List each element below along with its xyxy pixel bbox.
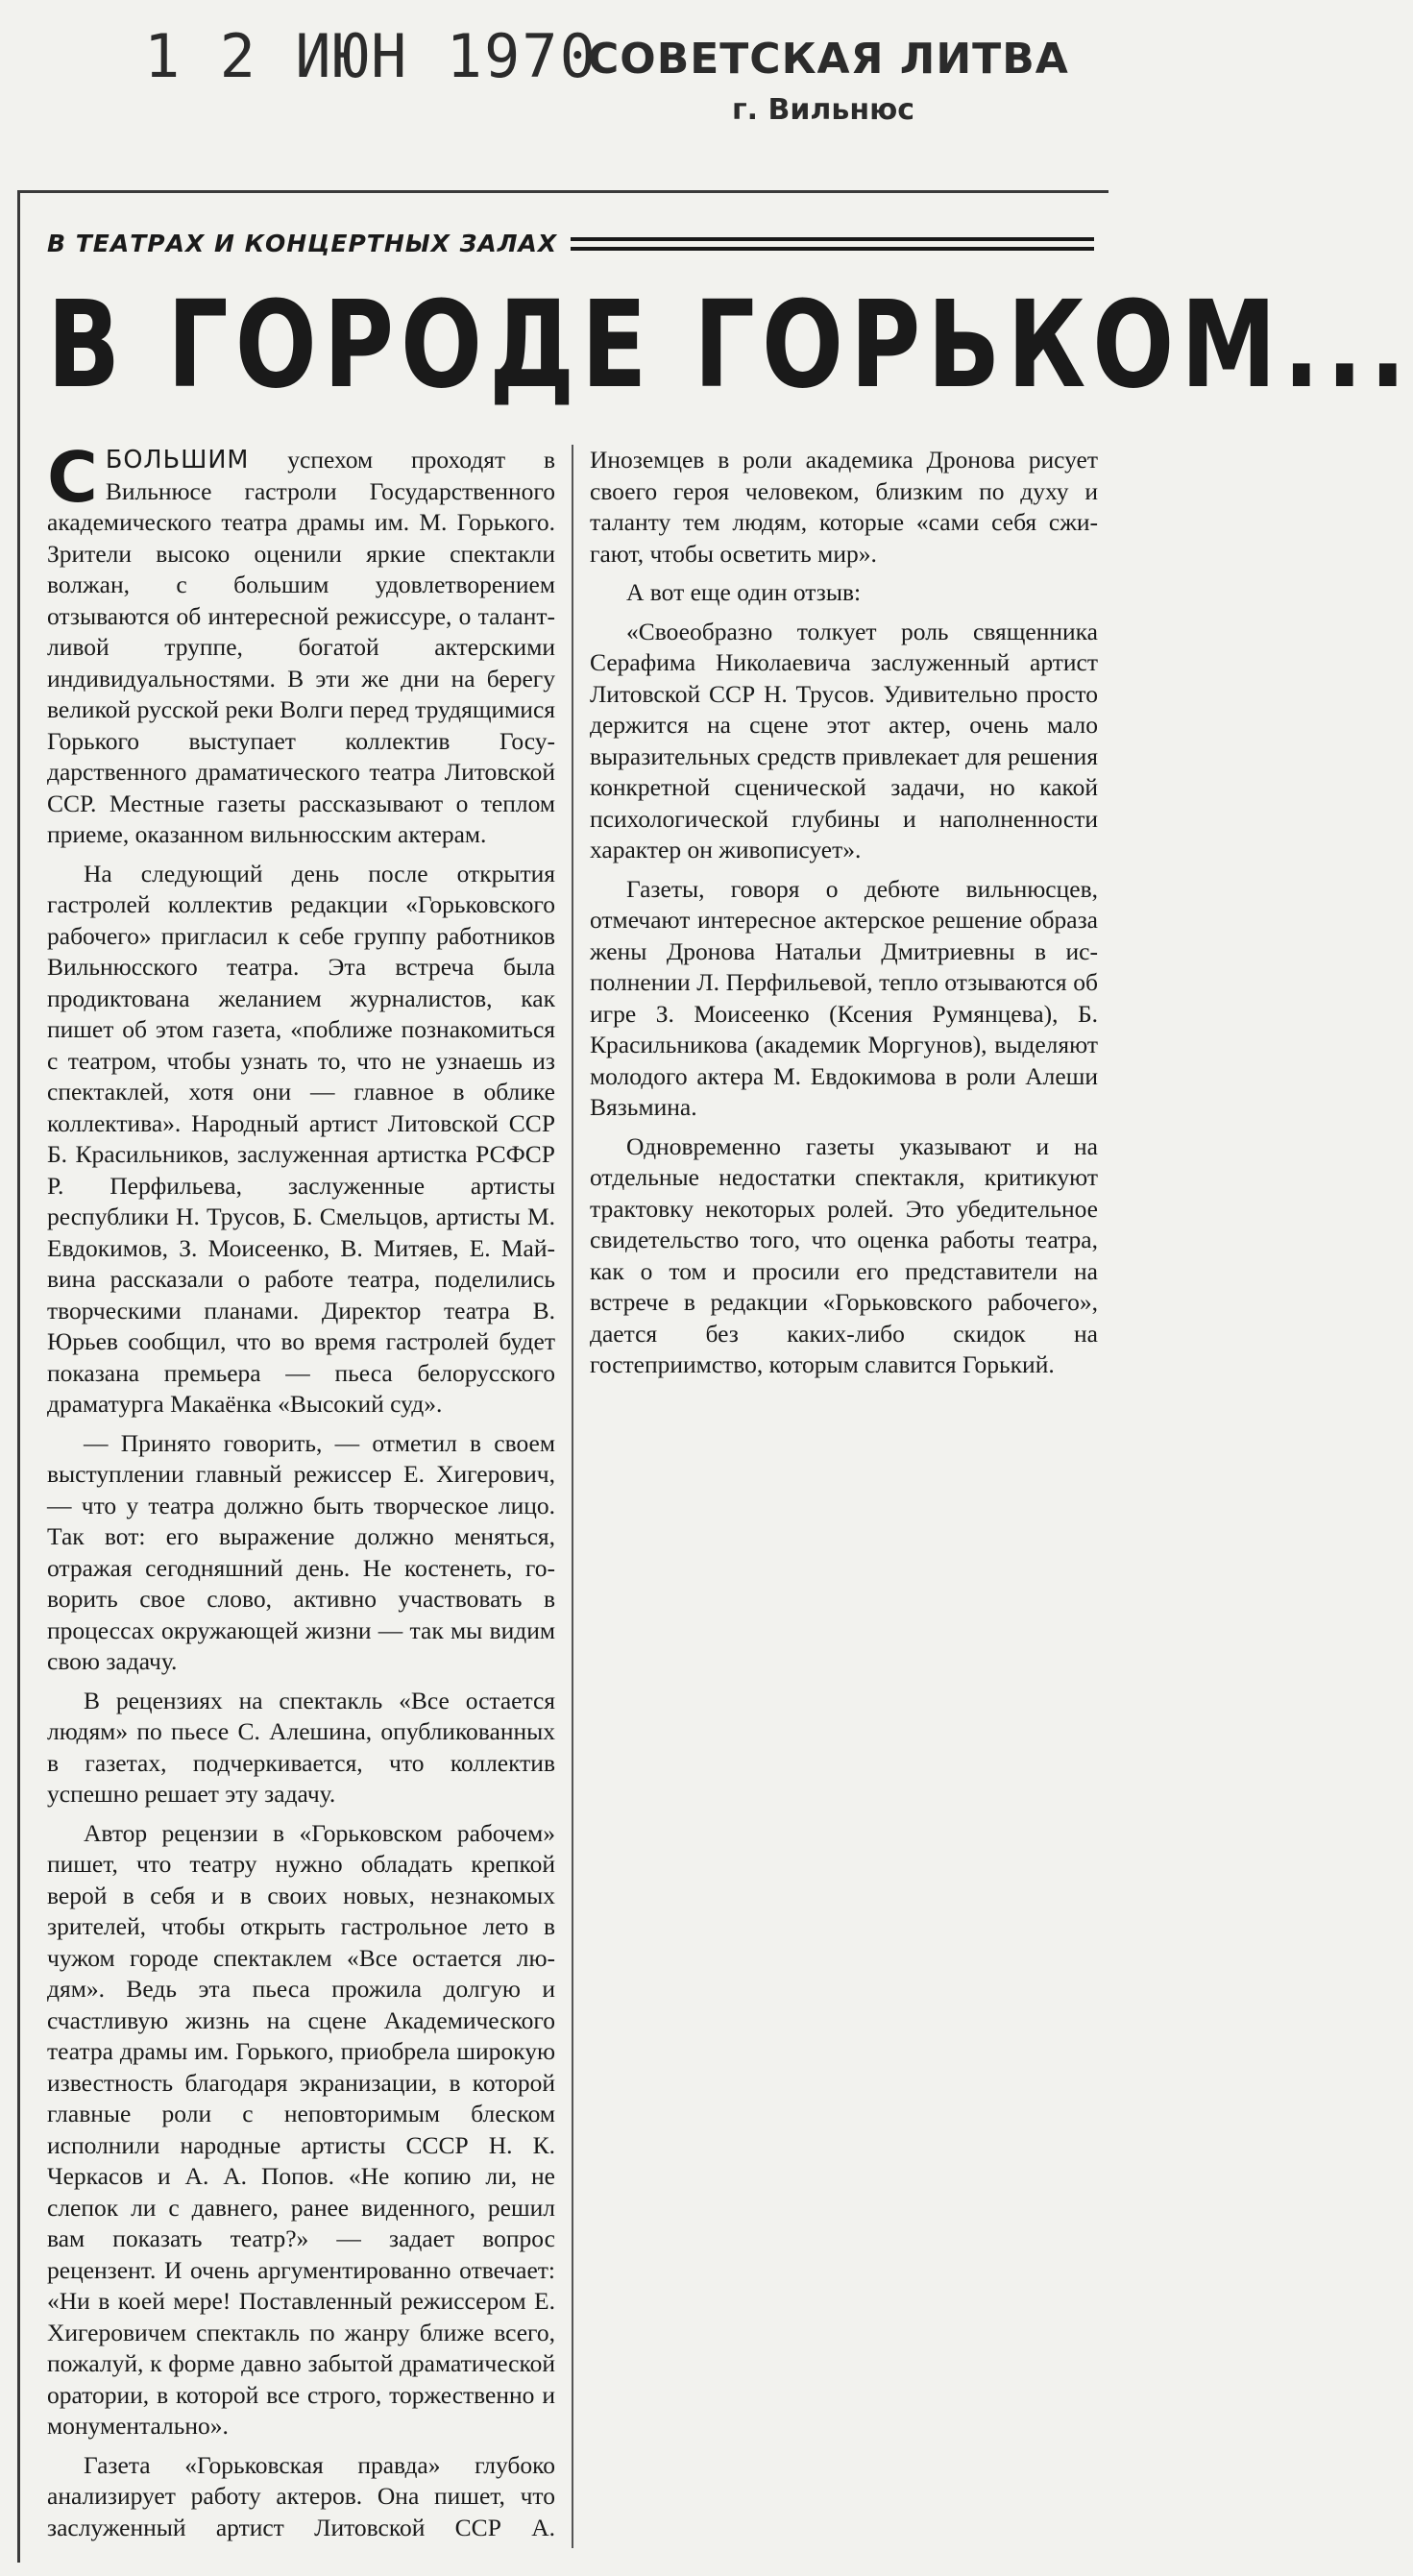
date-stamp: 1 2 ИЮН 1970: [144, 21, 597, 91]
paragraph-3: — Принято говорить, — отметил в своем выступлении главный режиссер Е. Хигерович, — что у театра должно быть творческое лицо. Так вот: его выражение должно меняться, отражая сегодняшний день. Не костенеть, говорить свое слово, активно участвовать в процессах окружающей жизни — так мы видим свою задачу.: [47, 1428, 555, 1675]
source-stamp: [588, 35, 1107, 127]
paragraph-1-text: успехом проходят в Вильнюсе гастроли Государственного академического театра драмы им. М. Горького. Зрители высоко оценили яркие спектакли волжан, с большим удовлетворением отзываются об интересной режиссуре, о талантливой труппе, богатой актерскими индивидуальностями. В эти же дни на берегу великой русской реки Волги перед трудящимися Горького выступает коллектив Государственного драматического театра Литовской ССР. Местные газеты рассказывают о теплом приеме, оказанном вильнюсским актерам.: [47, 446, 555, 848]
dropcap: С: [47, 437, 98, 518]
rubric-label: В ТЕАТРАХ И КОНЦЕРТНЫХ ЗАЛАХ: [47, 230, 558, 257]
paragraph-9: Газеты, говоря о дебюте вильнюсцев, отмечают интересное актерское решение образа жены Дронова Натальи Дмитриевны в исполнении Л. Перфильевой, тепло отзываются об игре З. Моисеенко (Ксения Румянцева), Б. Красильникова (академик Моргунов), выделяют молодого актера М. Евдокимова в роли Алеши Вязьмина.: [590, 874, 1098, 1121]
paragraph-4: В рецензиях на спектакль «Все остается людям» по пьесе С. Алешина, опубликованных в газетах, подчеркивается, что коллектив успешно решает эту задачу.: [47, 1686, 555, 1808]
paragraph-1: [47, 437, 555, 851]
rubric-row: [47, 230, 1094, 257]
paragraph-8: «Своеобразно толкует роль священника Серафима Николаевича заслуженный артист Литовской ССР Н. Трусов. Удивительно просто держится на сцене этот актер, очень мало выразительных средств привлекает для решения конкретной сценической задачи, но какой психологической глубины и наполненности характер он живописует».: [590, 617, 1098, 863]
article-headline: В ГОРОДЕ ГОРЬКОМ...: [47, 274, 1413, 415]
paragraph-5: Автор рецензии в «Горьковском рабочем» пишет, что театру нужно обладать крепкой верой в себя и в своих новых, незнакомых зрителей, чтобы открыть гастрольное лето в чужом городе спектаклем «Все остается людям». Ведь эта пьеса прожила долгую и счастливую жизнь на сцене Академического театра драмы им. Горького, приобрела широкую известность благодаря экранизации, в которой главные роли с неповторимым блеском исполнили народные артисты СССР Н. К. Черкасов и А. А. Попов. «Не копию ли, не слепок ли с давнего, ранее виденного, решил вам показать театр?» — задает вопрос рецензент. И очень аргументированно отвечает: «Ни в коей мере! Поставленный режиссером Е. Хигеровичем спектакль по жанру ближе всего, пожалуй, к форме давно забытой драматической оратории, в которой все строго, торжественно и монументально».: [47, 1818, 555, 2440]
newspaper-city: г. Вильнюс: [732, 93, 915, 127]
paragraph-6: Газета «Горьковская правда» глубоко анализирует работу актеров. Она пишет, что заслуженный артист Литовской ССР А. Иноземцев в роли академика Дронова рисует своего героя человеком, близким по духу и таланту тем людям, которые «сами себя сжигают, чтобы осветить мир».: [47, 446, 1098, 2541]
newspaper-name: СОВЕТСКАЯ ЛИТВА: [588, 35, 1069, 84]
lead-caps: БОЛЬШИМ: [105, 446, 250, 474]
article-body: [47, 437, 1098, 2548]
article-clipping: [17, 190, 1413, 2563]
paragraph-2: На следующий день после открытия гастролей коллектив редакции «Горьковского рабочего» пригласил к себе группу работников Вильнюсского театра. Эта встреча была продиктована желанием журналистов, как пишет об этом газета, «поближе познакомиться с театром, чтобы узнать то, что не узнаешь из спектаклей, хотя они — главное в облике коллектива». Народный артист Литовской ССР Б. Красильников, заслуженная артистка РСФСР Р. Перфильева, заслуженные артисты республики Н. Трусов, Б. Смельцов, артисты М. Евдокимов, З. Моисеенко, В. Митяев, Е. Майвина рассказали о работе театра, поделились творческими планами. Директор театра В. Юрьев сообщил, что во время гастролей будет показана премьера — пьеса белорусского драматурга Макаёнка «Высокий суд».: [47, 859, 555, 1418]
paragraph-7: А вот еще один отзыв:: [626, 578, 862, 606]
rubric-rule: [571, 237, 1094, 251]
paragraph-10: Одновременно газеты указывают и на отдельные недостатки спектакля, критикуют трактовку некоторых ролей. Это убедительное свидетельство того, что оценка работы театра, как о том и просили его представители на встрече в редакции «Горьковского рабочего», дается без каких-либо скидок на гостеприимство, которым славится Горький.: [590, 1131, 1098, 1378]
